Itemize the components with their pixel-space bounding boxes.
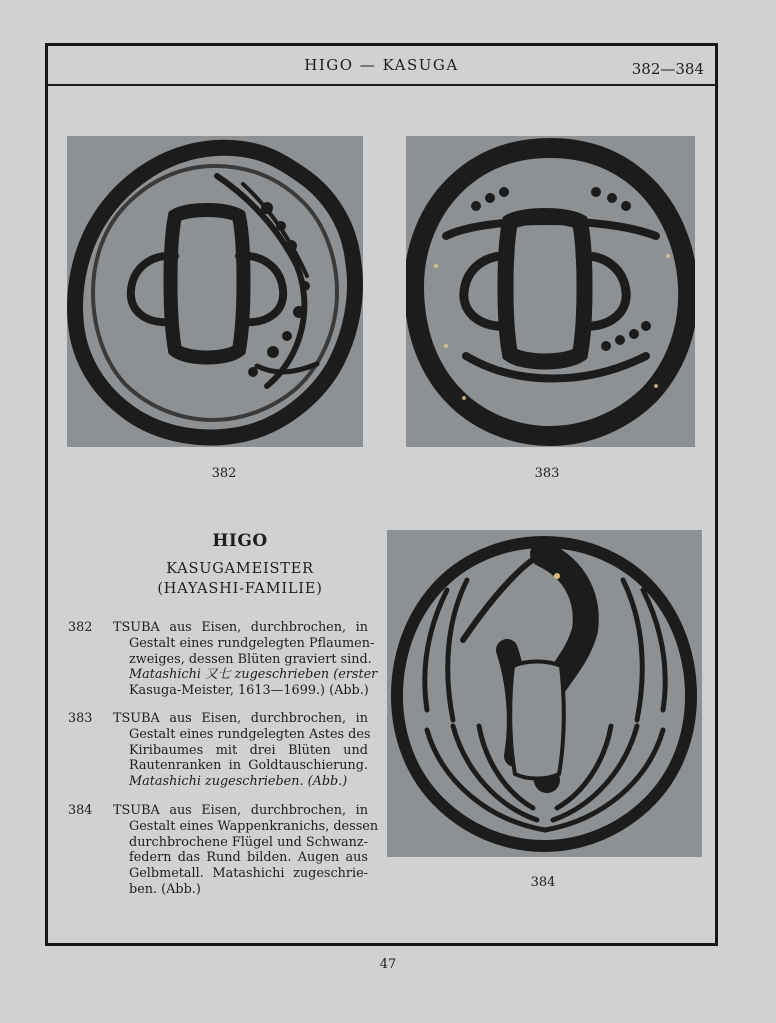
entry-number: 383 [68, 711, 93, 726]
entry-text [113, 620, 378, 699]
page-header [45, 52, 718, 86]
page-range: 382—384 [631, 60, 704, 78]
entry-line: Gestalt eines rundgelegten Astes des [129, 726, 371, 742]
running-title: HIGO — KASUGA [304, 56, 459, 74]
figure-383-photo [406, 136, 695, 447]
entry-text [113, 711, 371, 790]
figure-382-photo [67, 136, 363, 447]
section-title: HIGO [212, 531, 268, 551]
tsuba-plum-branch-image [67, 136, 363, 447]
entry-text [113, 803, 379, 898]
entry-number: 382 [68, 620, 93, 635]
entry-line: Gestalt eines rundgelegten Pflaumen- [129, 635, 375, 651]
entry-line: Gestalt eines Wappenkranichs, dessen [129, 818, 379, 834]
entry-number: 384 [68, 803, 93, 818]
entry-line: TSUBA aus Eisen, durchbrochen, in [113, 803, 368, 818]
entry-line: Kasuga-Meister, 1613—1699.) (Abb.) [129, 683, 369, 699]
entry-line: Matashichi 又七 zugeschrieben (erster [129, 667, 378, 683]
entry-line: Matashichi zugeschrieben. (Abb.) [129, 774, 348, 790]
figure-383-caption: 383 [534, 466, 560, 481]
entry-line: federn das Rund bilden. Augen aus [129, 850, 368, 866]
entry-line: Gelbmetall. Matashichi zugeschrie- [129, 866, 368, 882]
figure-384-caption: 384 [530, 875, 556, 890]
entry-line: Rautenranken in Goldtauschierung. [129, 758, 368, 774]
entry-line: durchbrochene Flügel und Schwanz- [129, 834, 368, 850]
section-subtitle: KASUGAMEISTER [166, 561, 314, 577]
entry-line: ben. (Abb.) [129, 881, 201, 897]
entry-line: TSUBA aus Eisen, durchbrochen, in [113, 620, 368, 635]
page-number: 47 [379, 957, 397, 972]
entry-line: TSUBA aus Eisen, durchbrochen, in [113, 711, 368, 726]
header-rule [47, 84, 716, 86]
figure-382-caption: 382 [211, 466, 237, 481]
tsuba-kiri-branch-image [406, 136, 695, 447]
figure-384-photo [387, 530, 702, 857]
entry-line: Kiribaumes mit drei Blüten und [129, 742, 368, 758]
tsuba-crane-image [387, 530, 702, 857]
section-family: (HAYASHI-FAMILIE) [157, 581, 323, 597]
entry-line: zweiges, dessen Blüten graviert sind. [129, 651, 372, 667]
